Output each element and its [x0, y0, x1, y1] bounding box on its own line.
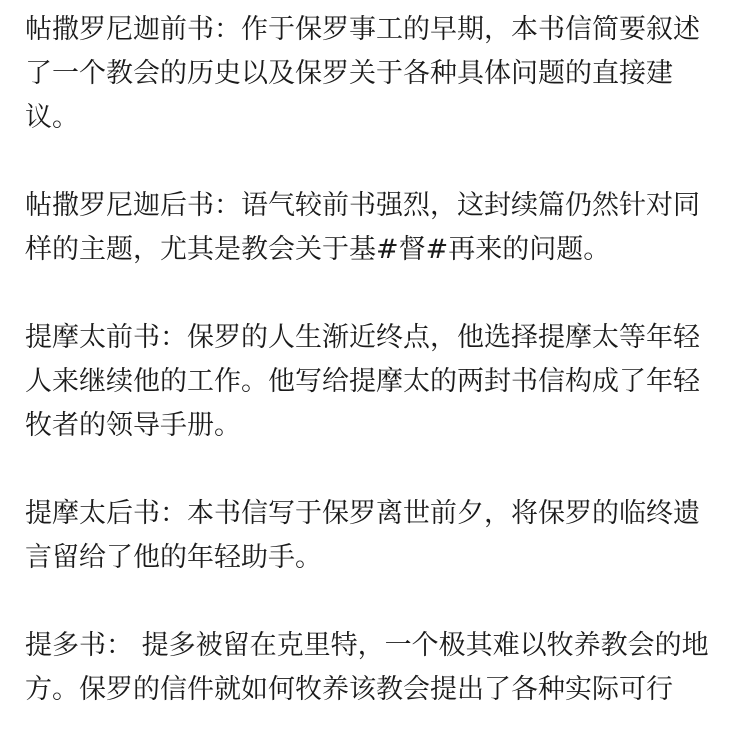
paragraph-2-thessalonians: 帖撒罗尼迦后书：语气较前书强烈，这封续篇仍然针对同样的主题，尤其是教会关于基#督#再来的问题。 — [25, 190, 700, 265]
paragraph-2-timothy: 提摩太后书：本书信写于保罗离世前夕，将保罗的临终遗言留给了他的年轻助手。 — [25, 498, 700, 573]
paragraph-1-thessalonians: 帖撒罗尼迦前书：作于保罗事工的早期，本书信简要叙述了一个教会的历史以及保罗关于各种具体问题的直接建议。 — [25, 14, 700, 133]
paragraph-titus: 提多书： 提多被留在克里特，一个极其难以牧养教会的地方。保罗的信件就如何牧养该教会提出了各种实际可行 — [25, 630, 709, 705]
article-body — [25, 8, 725, 756]
paragraph-1-timothy: 提摩太前书：保罗的人生渐近终点，他选择提摩太等年轻人来继续他的工作。他写给提摩太的两封书信构成了年轻牧者的领导手册。 — [25, 322, 700, 441]
